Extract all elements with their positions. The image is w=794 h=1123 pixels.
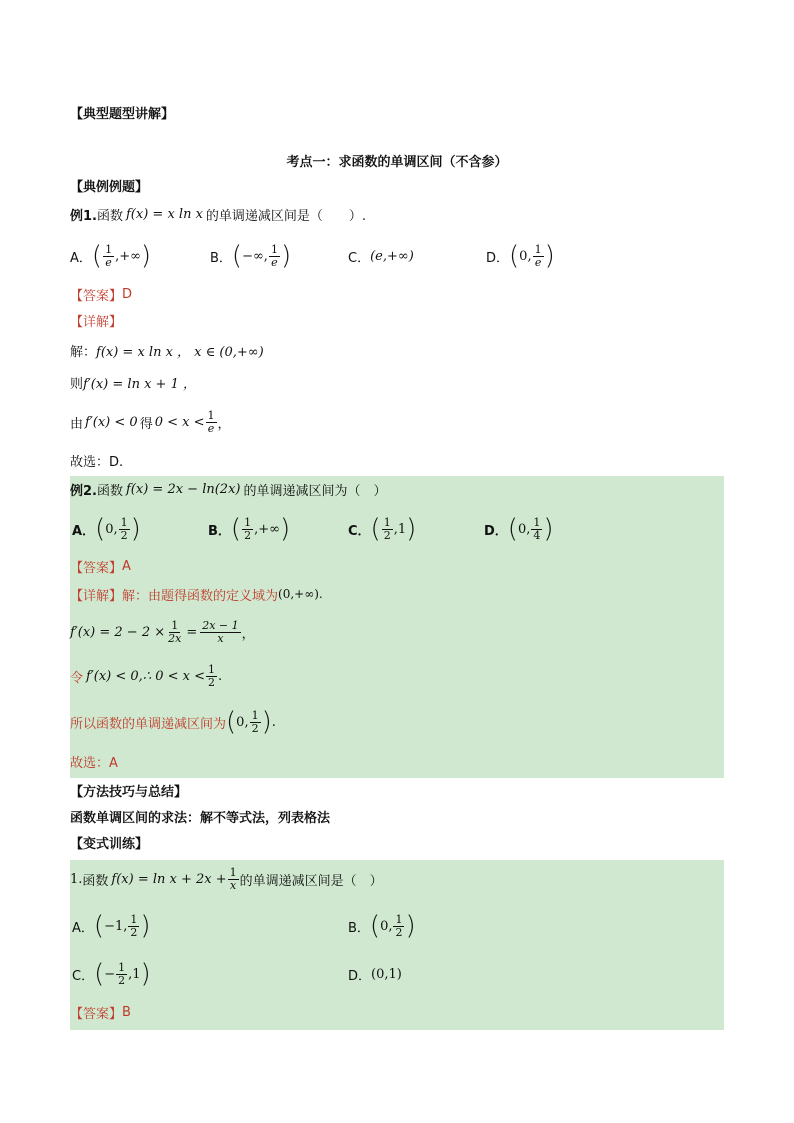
ex1-stem	[70, 203, 724, 225]
ex2-stem-post: 的单调递减区间为（ ）	[243, 483, 387, 499]
paren-left: (	[231, 241, 243, 271]
option-head: −∞,	[242, 248, 268, 264]
answer-value: A	[122, 558, 131, 574]
denominator: 2	[251, 721, 259, 735]
numerator: 1	[270, 242, 278, 256]
paren-left: (	[95, 514, 106, 544]
method-text-content: 函数单调区间的求法：解不等式法，列表格法	[70, 810, 331, 826]
ex2-option-d	[484, 510, 554, 548]
denominator: e	[534, 255, 542, 269]
method-label-text: 【方法技巧与总结】	[70, 784, 188, 800]
ex1-label: 例1.	[70, 208, 97, 224]
ex1-option-d	[486, 238, 555, 274]
denominator: 2	[208, 675, 216, 689]
fraction	[250, 710, 261, 735]
var1-option-c	[72, 954, 151, 994]
equals: =	[186, 624, 198, 640]
conclusion-tail: .	[271, 714, 276, 730]
fraction	[166, 620, 183, 645]
fraction	[103, 244, 114, 269]
option-head: −1,	[104, 918, 128, 934]
denominator: x	[230, 878, 237, 892]
ex1-options	[70, 238, 724, 274]
fraction	[206, 410, 217, 435]
fraction	[533, 244, 544, 269]
ex2-function: f(x) = 2x − ln(2x)	[126, 481, 241, 497]
option-head: 0,	[517, 521, 531, 537]
ex2-choice	[70, 753, 724, 769]
ex1-answer	[70, 286, 724, 302]
denominator: x	[217, 631, 224, 645]
numerator: 1	[105, 242, 113, 256]
section-title-text: 【典型题型讲解】	[70, 106, 175, 122]
fraction	[531, 517, 542, 542]
option-tail: ,1	[128, 966, 141, 982]
numerator: 1	[118, 960, 126, 974]
ex2-stem	[70, 478, 724, 500]
ex2-answer	[70, 558, 724, 574]
option-letter: A．	[72, 920, 94, 936]
var1-stem-pre: 函数	[82, 873, 109, 889]
detail-domain: (0,+∞).	[278, 587, 323, 601]
step-tail: ，	[217, 416, 231, 432]
method-label	[70, 782, 724, 798]
var1-option-d	[348, 954, 402, 994]
denominator: 2	[118, 973, 126, 987]
variant-label	[70, 834, 724, 850]
conclusion-head: 0,	[236, 714, 249, 730]
paren-right: )	[279, 514, 291, 544]
ex2-derivative	[70, 614, 724, 650]
option-letter: A．	[72, 523, 96, 539]
fraction	[206, 664, 217, 689]
numerator: 1	[251, 708, 259, 722]
ex2-stem-pre: 函数	[96, 483, 123, 499]
step-math: f′(x) < 0	[85, 414, 138, 430]
option-tail: ,1	[393, 521, 407, 537]
ling-tail: .	[218, 668, 223, 684]
paren-right: )	[140, 911, 151, 941]
ex1-option-c	[348, 238, 414, 274]
detail-label: 【详解】	[70, 588, 123, 604]
fraction	[200, 620, 240, 645]
paren-right: )	[543, 514, 554, 544]
option-letter: C．	[72, 968, 95, 984]
var1-option-a	[72, 906, 151, 946]
paren-right: )	[130, 514, 141, 544]
option-head: 0,	[380, 918, 393, 934]
option-letter: C．	[348, 250, 371, 266]
ex2-ling	[70, 658, 724, 694]
kaodian-title	[70, 152, 724, 168]
paren-left: (	[230, 514, 242, 544]
denominator: 2	[120, 528, 128, 542]
numerator: 1	[171, 618, 179, 632]
ling-math: f′(x) < 0,∴ 0 < x <	[86, 668, 206, 684]
denominator: 2	[395, 925, 403, 939]
option-tail: ,+∞	[254, 521, 280, 537]
numerator: 1	[120, 515, 128, 529]
paren-right: )	[405, 911, 416, 941]
paren-left: (	[369, 911, 381, 941]
ex2-conclusion	[70, 703, 724, 741]
var1-label: 1.	[70, 871, 83, 887]
step-prefix: 则	[70, 376, 84, 392]
option-head: 0,	[519, 248, 532, 264]
step-math: f(x) = x ln x ， x ∈ (0,+∞)	[96, 344, 264, 360]
ex2-option-b	[208, 510, 290, 548]
denominator: 2	[244, 528, 252, 542]
fraction	[228, 867, 239, 892]
ex2-option-c	[348, 510, 416, 548]
option-letter: D．	[486, 250, 510, 266]
option-tail: ,+∞	[115, 248, 141, 264]
numerator: 1	[534, 242, 542, 256]
var1-answer	[70, 1004, 724, 1020]
option-text: (e,+∞)	[370, 248, 414, 264]
ex1-step1	[70, 340, 724, 360]
detail-label: 【详解】	[70, 314, 123, 330]
option-head: −	[104, 966, 116, 982]
ex2-label: 例2.	[70, 483, 97, 499]
answer-label: 【答案】	[70, 288, 123, 304]
ex1-detail-label	[70, 312, 724, 328]
option-letter: D．	[484, 523, 508, 539]
answer-value: B	[122, 1004, 131, 1020]
paren-left: (	[91, 241, 103, 271]
ex1-option-b	[210, 238, 291, 274]
var1-option-b	[348, 906, 416, 946]
option-letter: B．	[208, 523, 231, 539]
denominator: e	[207, 421, 215, 435]
numerator: 1	[244, 515, 252, 529]
derivative-math: f′(x) = 2 − 2 ×	[70, 624, 166, 640]
numerator: 1	[208, 662, 216, 676]
fraction	[128, 914, 139, 939]
choice-text: 故选：A	[70, 755, 118, 771]
answer-label: 【答案】	[70, 560, 123, 576]
ex1-option-a	[70, 238, 151, 274]
paren-right: )	[140, 241, 152, 271]
denominator: e	[271, 255, 278, 269]
option-letter: B．	[348, 920, 370, 936]
conclusion-text: 所以函数的单调递减区间为	[70, 716, 227, 732]
paren-left: (	[94, 959, 105, 989]
step-math: f′(x) = ln x + 1 ，	[83, 376, 196, 392]
numerator: 1	[383, 515, 391, 529]
step-prefix: 解：	[70, 344, 97, 360]
denominator: 2	[130, 925, 138, 939]
detail-text: 解：由题得函数的定义域为	[122, 588, 279, 604]
denominator: 2x	[168, 631, 182, 645]
method-text	[70, 808, 724, 824]
fraction	[393, 914, 404, 939]
numerator: 1	[207, 408, 215, 422]
paren-left: (	[226, 707, 237, 737]
var1-options-row1	[70, 906, 724, 946]
ex1-function: f(x) = x ln x	[126, 206, 203, 222]
fraction	[382, 517, 393, 542]
choice-text: 故选：D.	[70, 454, 124, 470]
ex1-stem-pre: 函数	[96, 208, 123, 224]
paren-left: (	[370, 514, 381, 544]
fraction	[116, 962, 127, 987]
step-prefix: 由	[70, 416, 84, 432]
option-letter: B．	[210, 250, 232, 266]
ex2-detail	[70, 585, 724, 603]
denominator: 4	[533, 528, 541, 542]
option-head: 0,	[105, 521, 118, 537]
ling-prefix: 令	[70, 670, 84, 686]
denominator: 2	[383, 528, 391, 542]
dianxing-label-text: 【典例例题】	[70, 179, 149, 195]
step-mid: 得	[139, 416, 153, 432]
numerator: 2x − 1	[202, 618, 239, 632]
answer-value: D	[122, 286, 133, 302]
numerator: 1	[130, 912, 138, 926]
answer-label: 【答案】	[70, 1006, 123, 1022]
ex1-choice	[70, 452, 724, 468]
ex1-step3	[70, 404, 724, 440]
var1-function: f(x) = ln x + 2x +	[111, 871, 227, 887]
dianxing-label	[70, 177, 724, 193]
paren-left: (	[507, 514, 518, 544]
ex2-option-a	[72, 510, 141, 548]
paren-right: )	[140, 959, 151, 989]
option-letter: A．	[70, 250, 92, 266]
ex1-stem-post: 的单调递减区间是（ ）.	[205, 208, 367, 224]
var1-stem	[70, 862, 724, 896]
numerator: 1	[395, 912, 403, 926]
derivative-tail: ，	[241, 626, 255, 642]
paren-right: )	[261, 707, 272, 737]
paren-left: (	[93, 911, 105, 941]
paren-left: (	[509, 241, 520, 271]
fraction	[269, 244, 280, 269]
section-title	[70, 104, 724, 120]
variant-label-text: 【变式训练】	[70, 836, 149, 852]
numerator: 1	[229, 865, 237, 879]
denominator: e	[105, 255, 112, 269]
var1-options-row2	[70, 954, 724, 994]
option-text: (0,1)	[371, 966, 402, 982]
fraction	[119, 517, 130, 542]
ex1-step2	[70, 372, 724, 392]
paren-right: )	[544, 241, 555, 271]
step-math: 0 < x <	[154, 414, 205, 430]
option-letter: C．	[348, 523, 371, 539]
option-letter: D．	[348, 968, 372, 984]
var1-stem-post: 的单调递减区间是（ ）	[239, 873, 383, 889]
fraction	[242, 517, 253, 542]
numerator: 1	[533, 515, 541, 529]
ex2-options	[70, 510, 724, 548]
kaodian-title-text: 考点一：求函数的单调区间（不含参）	[286, 154, 508, 170]
paren-right: )	[280, 241, 292, 271]
paren-right: )	[406, 514, 417, 544]
